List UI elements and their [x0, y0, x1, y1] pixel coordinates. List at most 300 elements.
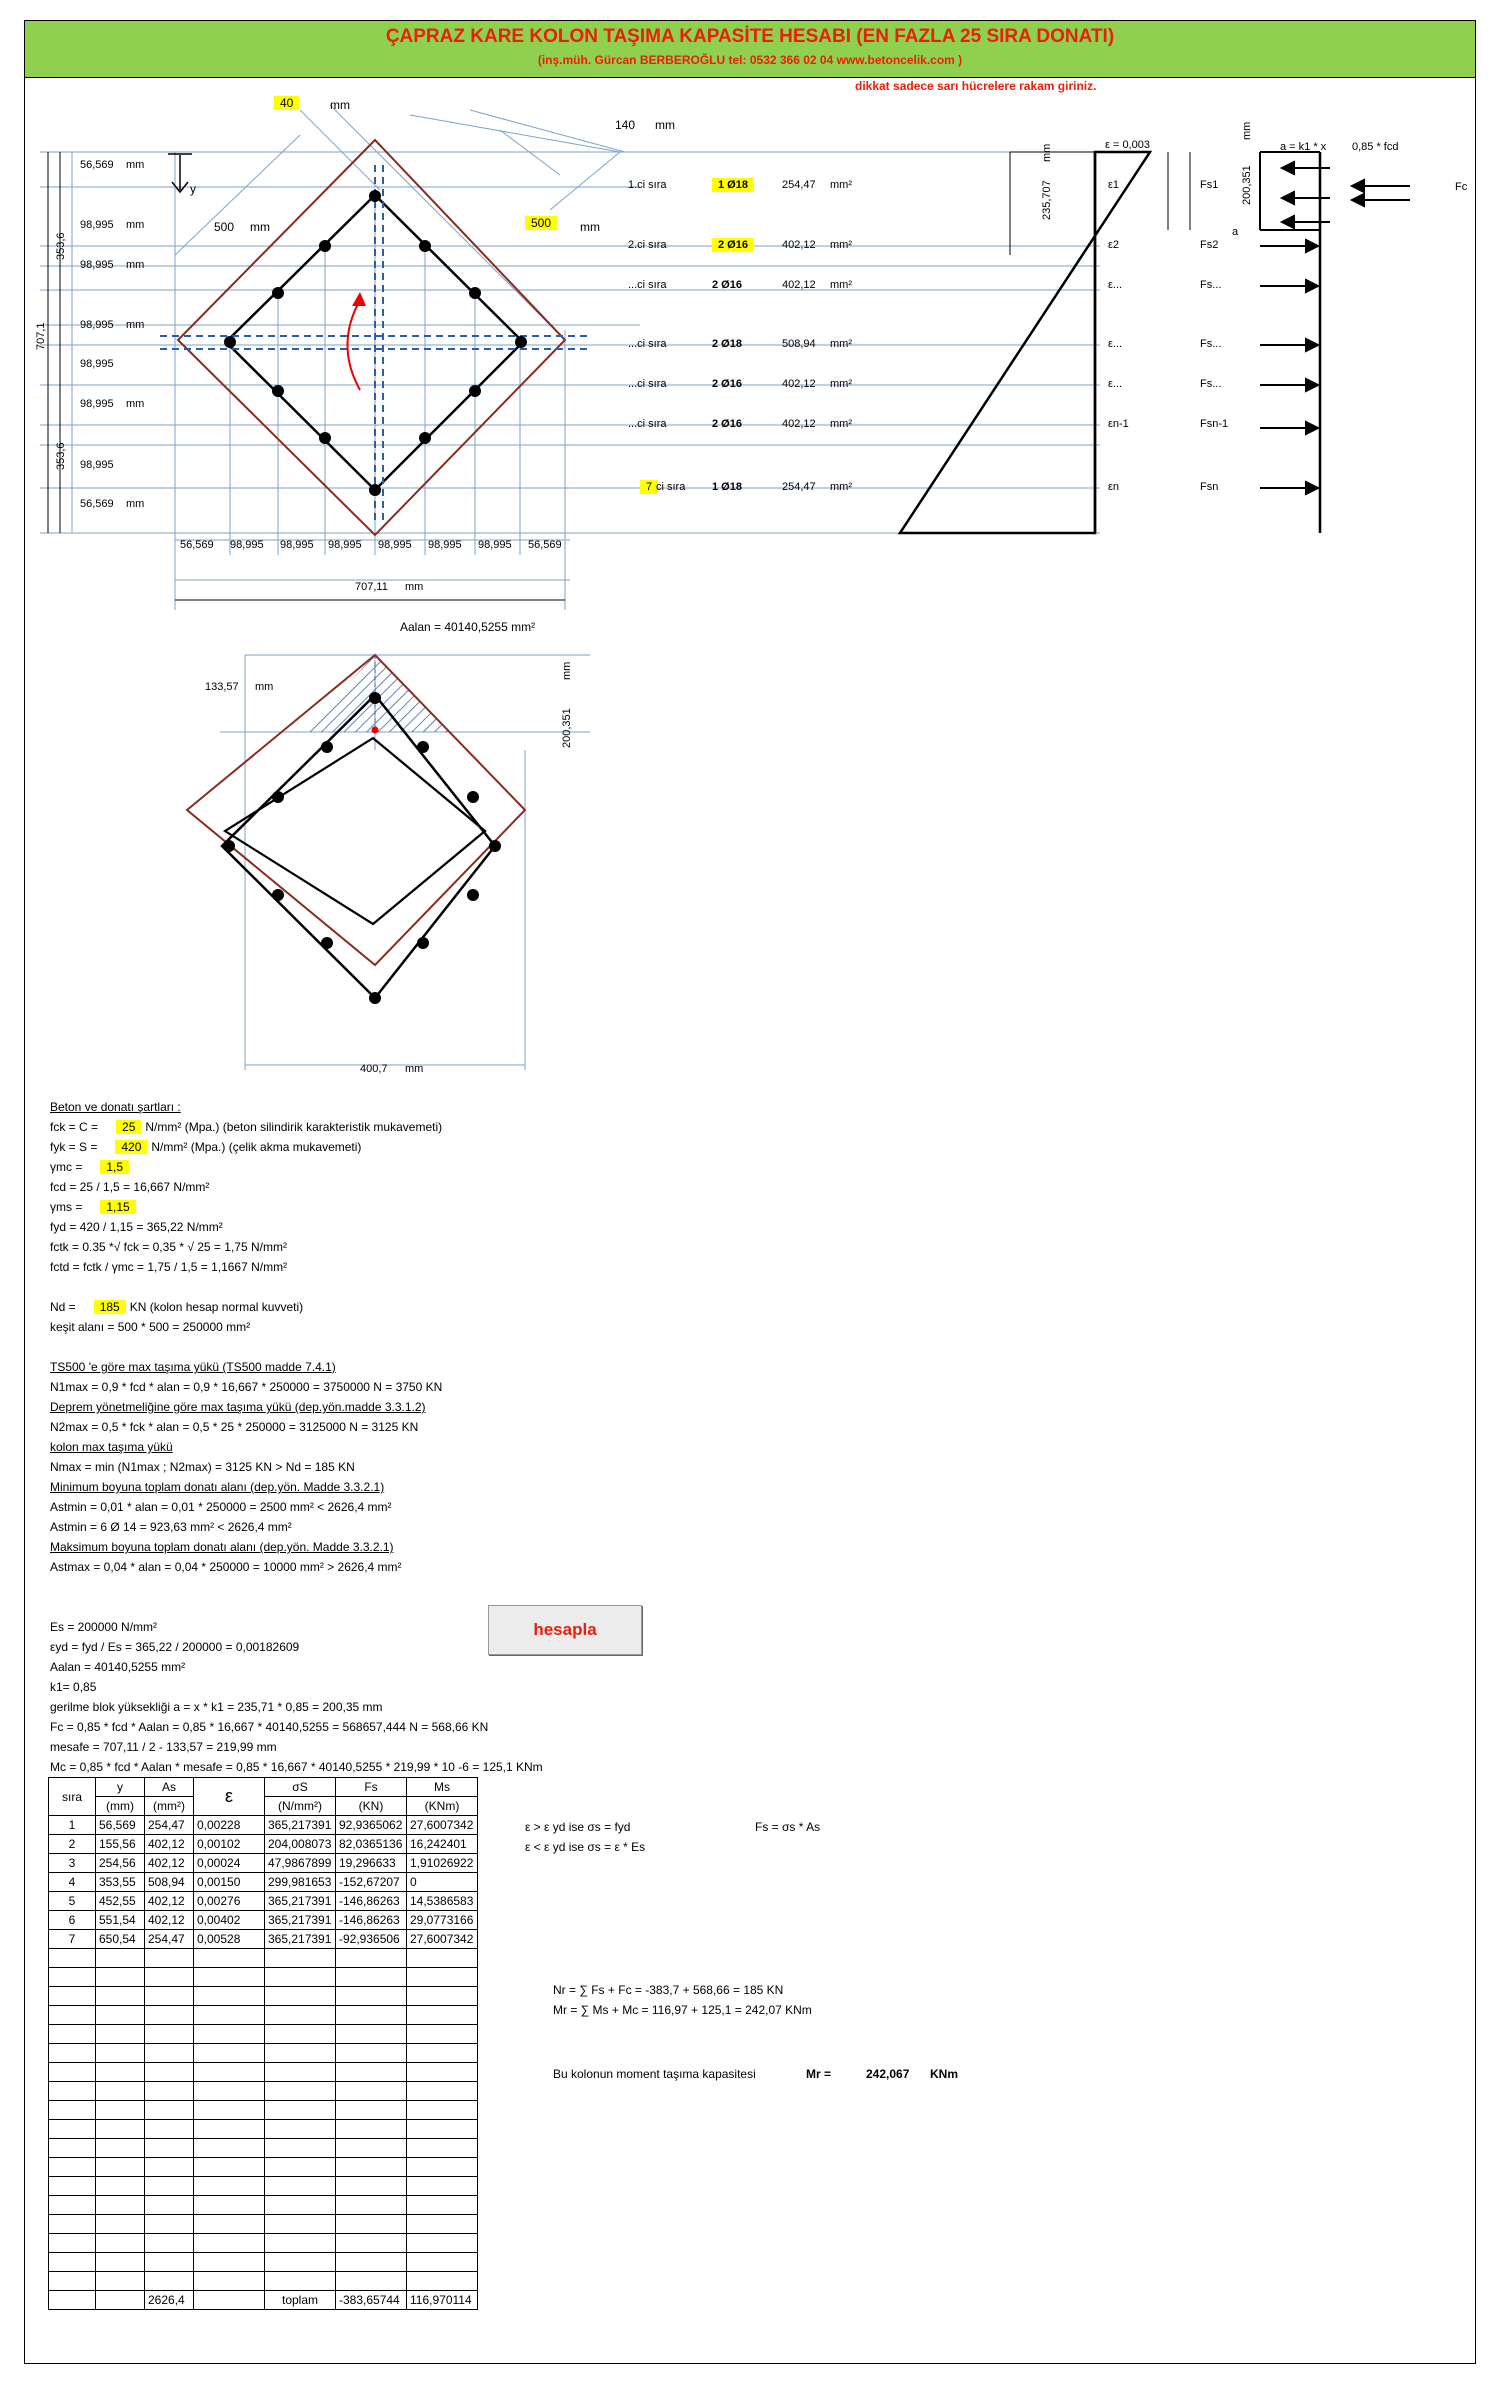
- table-row: [49, 2272, 478, 2291]
- table-cell: [145, 2006, 194, 2025]
- table-cell: [265, 1987, 336, 2006]
- calc-rest: KN (kolon hesap normal kuvveti): [129, 1300, 304, 1314]
- table-row: [49, 2253, 478, 2272]
- table-cell: 92,9365062: [336, 1816, 407, 1835]
- table-cell: 0,00528: [194, 1930, 265, 1949]
- table-row: [49, 2234, 478, 2253]
- row-force: Fsn-1: [1200, 418, 1229, 430]
- table-cell: 0,00228: [194, 1816, 265, 1835]
- row-area: 254,47: [782, 481, 816, 493]
- table-cell: 14,5386583: [407, 1892, 478, 1911]
- table-cell: 353,55: [96, 1873, 145, 1892]
- table-header-row: [49, 1778, 478, 1797]
- table-cell: [96, 2025, 145, 2044]
- table-cell: 254,47: [145, 1816, 194, 1835]
- table-cell: [194, 2272, 265, 2291]
- table-cell: 16,242401: [407, 1835, 478, 1854]
- table-cell: [96, 2120, 145, 2139]
- calc-text: fyd = 420 / 1,15 = 365,22 N/mm²: [50, 1220, 223, 1234]
- table-cell: [265, 2082, 336, 2101]
- row-label: ...ci sıra: [628, 338, 667, 350]
- table-cell: 365,217391: [265, 1930, 336, 1949]
- table-row: [49, 2025, 478, 2044]
- left-unit-2: mm: [126, 219, 145, 231]
- calc-line: [50, 1140, 361, 1154]
- calc-line: [50, 1720, 488, 1734]
- calc-line: [50, 1360, 336, 1374]
- table-cell: [145, 1987, 194, 2006]
- row-force: Fs1: [1200, 179, 1219, 191]
- table-cell: [49, 2063, 96, 2082]
- calc-input[interactable]: 185: [94, 1300, 126, 1314]
- table-row: [49, 1930, 478, 1949]
- table-cell: [265, 2215, 336, 2234]
- left-dim-5: 98,995: [80, 358, 114, 370]
- summary-mr: Mr =: [806, 2067, 832, 2081]
- table-cell: [49, 2025, 96, 2044]
- row-force: Fs...: [1200, 378, 1222, 390]
- table-cell: [145, 2063, 194, 2082]
- summary-unit: KNm: [930, 2067, 959, 2081]
- bottom-dim-8: 56,569: [528, 539, 562, 551]
- dim-top: 133,57: [205, 681, 239, 693]
- unit-fs: (KN): [336, 1797, 407, 1816]
- table-total-cell: -383,65744: [336, 2291, 407, 2310]
- table-cell: [49, 1987, 96, 2006]
- table-cell: [407, 2196, 478, 2215]
- calc-text: TS500 'e göre max taşıma yükü (TS500 madde 7.4.1): [50, 1360, 336, 1374]
- table-cell: 0,00102: [194, 1835, 265, 1854]
- table-cell: [145, 2044, 194, 2063]
- calc-text: Aalan = 40140,5255 mm²: [50, 1660, 186, 1674]
- table-cell: [265, 2120, 336, 2139]
- table-cell: [265, 1968, 336, 1987]
- calc-text: Deprem yönetmeliğine göre max taşıma yükü (dep.yön.madde 3.3.1.2): [50, 1400, 426, 1414]
- table-total-cell: [194, 2291, 265, 2310]
- side-input-unit: mm: [580, 220, 600, 234]
- dim-top-unit: mm: [255, 681, 274, 693]
- table-cell: 2: [49, 1835, 96, 1854]
- section-diagram: [0, 0, 1501, 660]
- table-cell: 452,55: [96, 1892, 145, 1911]
- table-cell: [194, 2196, 265, 2215]
- row-area-unit: mm²: [830, 338, 852, 350]
- row-strain: ε...: [1108, 338, 1123, 350]
- table-cell: [194, 2177, 265, 2196]
- left-dim-3: 98,995: [80, 259, 114, 271]
- calc-text: fyk = S =: [50, 1140, 98, 1154]
- table-row: [49, 2177, 478, 2196]
- bottom-dim-3: 98,995: [280, 539, 314, 551]
- calc-text: gerilme blok yüksekliği a = x * k1 = 235,71 * 0,85 = 200,35 mm: [50, 1700, 383, 1714]
- row-force: Fs2: [1200, 239, 1219, 251]
- table-cell: [96, 2063, 145, 2082]
- a-depth-unit: mm: [1241, 121, 1253, 140]
- calc-text: Es = 200000 N/mm²: [50, 1620, 158, 1634]
- table-cell: -152,67207: [336, 1873, 407, 1892]
- bottom-dim-5: 98,995: [378, 539, 412, 551]
- row-area: 402,12: [782, 418, 816, 430]
- col-header-ms: Ms: [407, 1778, 478, 1797]
- table-total-row: [49, 2291, 478, 2310]
- spacing-value: 140: [615, 118, 636, 132]
- row-strain: εn-1: [1108, 418, 1129, 430]
- table-cell: 254,56: [96, 1854, 145, 1873]
- table-cell: 0,00402: [194, 1911, 265, 1930]
- calc-line: [50, 1120, 442, 1134]
- table-cell: [407, 2158, 478, 2177]
- table-cell: [145, 2082, 194, 2101]
- calc-text: Beton ve donatı şartları :: [50, 1100, 181, 1114]
- page-title: ÇAPRAZ KARE KOLON TAŞIMA KAPASİTE HESABI (EN FAZLA 25 SIRA DONATI): [385, 26, 1115, 47]
- strain-diagram: [900, 152, 1410, 533]
- dim-a: 200,351: [561, 708, 573, 748]
- eps-cu: ε = 0,003: [1105, 139, 1150, 151]
- row-bars: 2 Ø18: [712, 338, 742, 350]
- calc-text: keşit alanı = 500 * 500 = 250000 mm²: [50, 1320, 251, 1334]
- row-bars[interactable]: 1 Ø18: [712, 178, 754, 192]
- calc-text: γms =: [50, 1200, 83, 1214]
- table-row: [49, 2120, 478, 2139]
- calc-line: [50, 1700, 383, 1714]
- row-area-unit: mm²: [830, 239, 852, 251]
- calc-line: [50, 1680, 96, 1694]
- bottom-total-unit: mm: [405, 581, 424, 593]
- table-total-cell: [49, 2291, 96, 2310]
- calc-line: [50, 1220, 223, 1234]
- table-row: [49, 2101, 478, 2120]
- row-force: Fs...: [1200, 338, 1222, 350]
- table-cell: 204,008073: [265, 1835, 336, 1854]
- left-dim-2: 98,995: [80, 219, 114, 231]
- table-cell: [336, 2234, 407, 2253]
- row-area-unit: mm²: [830, 279, 852, 291]
- left-dim-4: 98,995: [80, 319, 114, 331]
- table-cell: [96, 2139, 145, 2158]
- side-input[interactable]: 500: [525, 216, 557, 230]
- calc-text: Nd =: [50, 1300, 76, 1314]
- table-cell: [49, 2272, 96, 2291]
- a-label: a: [1232, 226, 1239, 238]
- calc-line: [50, 1620, 157, 1634]
- table-cell: [145, 2101, 194, 2120]
- left-dim-8: 56,569: [80, 498, 114, 510]
- row-label: ...ci sıra: [628, 378, 667, 390]
- table-cell: [336, 2215, 407, 2234]
- table-cell: [194, 2063, 265, 2082]
- a-formula: a = k1 * x: [1280, 141, 1327, 153]
- row-bars: 2 Ø16: [712, 378, 742, 390]
- table-cell: [194, 1949, 265, 1968]
- row-label: ...ci sıra: [628, 418, 667, 430]
- calc-text: Astmax = 0,04 * alan = 0,04 * 250000 = 10000 mm² > 2626,4 mm²: [50, 1560, 402, 1574]
- table-cell: [265, 2253, 336, 2272]
- row-strain: ε1: [1108, 179, 1120, 191]
- table-cell: [336, 2139, 407, 2158]
- table-cell: [49, 1968, 96, 1987]
- table-cell: [49, 1949, 96, 1968]
- col-header-y: y: [96, 1778, 145, 1797]
- table-cell: [145, 2158, 194, 2177]
- calc-line: [50, 1760, 543, 1774]
- calc-line: [50, 1440, 173, 1454]
- left-unit-5: mm: [126, 398, 145, 410]
- table-cell: [407, 2177, 478, 2196]
- cover-unit: mm: [330, 98, 350, 112]
- row-area-unit: mm²: [830, 481, 852, 493]
- table-row: [49, 2006, 478, 2025]
- table-row: [49, 1873, 478, 1892]
- calc-input[interactable]: 25: [116, 1120, 141, 1134]
- table-cell: 3: [49, 1854, 96, 1873]
- calc-text: Fc = 0,85 * fcd * Aalan = 0,85 * 16,667 * 40140,5255 = 568657,444 N = 568,66 KN: [50, 1720, 489, 1734]
- row-area: 508,94: [782, 338, 816, 350]
- row-label: 1.ci sıra: [628, 179, 667, 191]
- calc-rest: N/mm² (Mpa.) (çelik akma mukavemeti): [151, 1140, 362, 1154]
- col-header-eps: ε: [194, 1778, 265, 1816]
- table-cell: [49, 2215, 96, 2234]
- calc-text: N1max = 0,9 * fcd * alan = 0,9 * 16,667 * 250000 = 3750000 N = 3750 KN: [50, 1380, 443, 1394]
- calc-input[interactable]: 1,15: [100, 1200, 135, 1214]
- table-cell: [194, 2025, 265, 2044]
- table-cell: [265, 2025, 336, 2044]
- table-cell: [49, 2120, 96, 2139]
- table-cell: [336, 2253, 407, 2272]
- calc-line: [50, 1100, 181, 1114]
- table-cell: -92,936506: [336, 1930, 407, 1949]
- calc-line: [50, 1300, 303, 1314]
- table-cell: 365,217391: [265, 1892, 336, 1911]
- bottom-dim-1: 56,569: [180, 539, 214, 551]
- left-dim-7: 98,995: [80, 459, 114, 471]
- aalan-label: Aalan = 40140,5255 mm²: [400, 620, 536, 634]
- table-cell: [49, 2139, 96, 2158]
- row-number-input[interactable]: 7: [640, 480, 658, 494]
- table-cell: 650,54: [96, 1930, 145, 1949]
- table-cell: 402,12: [145, 1835, 194, 1854]
- calc-text: γmc =: [50, 1160, 83, 1174]
- calc-text: fctd = fctk / γmc = 1,75 / 1,5 = 1,1667 N/mm²: [50, 1260, 288, 1274]
- unit-y: (mm): [96, 1797, 145, 1816]
- half-height-top: 353,6: [55, 232, 67, 260]
- unit-ms: (KNm): [407, 1797, 478, 1816]
- table-cell: [194, 2101, 265, 2120]
- table-cell: [336, 2158, 407, 2177]
- calc-line: [50, 1420, 418, 1434]
- row-area: 402,12: [782, 239, 816, 251]
- table-cell: 47,9867899: [265, 1854, 336, 1873]
- table-cell: [49, 2234, 96, 2253]
- table-cell: [407, 1987, 478, 2006]
- calc-text: Astmin = 0,01 * alan = 0,01 * 250000 = 2500 mm² < 2626,4 mm²: [50, 1500, 392, 1514]
- table-cell: [194, 2044, 265, 2063]
- table-row: [49, 1816, 478, 1835]
- total-height: 707,1: [35, 322, 47, 350]
- fcd-label: 0,85 * fcd: [1352, 141, 1399, 153]
- table-cell: [96, 2272, 145, 2291]
- table-cell: [336, 2025, 407, 2044]
- table-cell: [96, 2177, 145, 2196]
- table-row: [49, 1949, 478, 1968]
- table-cell: [49, 2253, 96, 2272]
- table-cell: [145, 2120, 194, 2139]
- calc-line: [50, 1640, 299, 1654]
- table-cell: [407, 2082, 478, 2101]
- calc-line: [50, 1240, 287, 1254]
- table-cell: 6: [49, 1911, 96, 1930]
- left-unit-3: mm: [126, 259, 145, 271]
- table-cell: [96, 1987, 145, 2006]
- table-cell: [336, 2177, 407, 2196]
- warning-text: dikkat sadece sarı hücrelere rakam giriniz.: [855, 79, 1097, 93]
- table-total-cell: toplam: [265, 2291, 336, 2310]
- fc-label: Fc: [1455, 181, 1468, 193]
- table-row: [49, 1987, 478, 2006]
- calc-input[interactable]: 1,5: [100, 1160, 129, 1174]
- unit-as: (mm²): [145, 1797, 194, 1816]
- table-cell: [145, 2234, 194, 2253]
- table-cell: 0,00150: [194, 1873, 265, 1892]
- table-cell: 551,54: [96, 1911, 145, 1930]
- table-cell: [336, 1987, 407, 2006]
- calc-line: [50, 1560, 402, 1574]
- table-cell: 19,296633: [336, 1854, 407, 1873]
- table-cell: [194, 1968, 265, 1987]
- row-bars[interactable]: 2 Ø16: [712, 238, 754, 252]
- table-cell: [336, 2063, 407, 2082]
- table-cell: [194, 1987, 265, 2006]
- row-force: Fsn: [1200, 481, 1219, 493]
- summary-value: 242,067: [866, 2067, 910, 2081]
- calculate-button[interactable]: hesapla: [488, 1605, 642, 1655]
- table-cell: [265, 2006, 336, 2025]
- table-cell: [336, 2006, 407, 2025]
- table-cell: [96, 2196, 145, 2215]
- table-cell: [96, 2082, 145, 2101]
- table-cell: [336, 1968, 407, 1987]
- table-cell: [145, 2196, 194, 2215]
- table-cell: [407, 2044, 478, 2063]
- table-cell: [145, 2139, 194, 2158]
- row-strain: ε...: [1108, 279, 1123, 291]
- row-strain: ε...: [1108, 378, 1123, 390]
- table-cell: 402,12: [145, 1854, 194, 1873]
- mr-equation: Mr = ∑ Ms + Mc = 116,97 + 125,1 = 242,07 KNm: [553, 2003, 812, 2017]
- left-unit-1: mm: [126, 159, 145, 171]
- table-cell: [265, 2044, 336, 2063]
- calc-line: [50, 1500, 392, 1514]
- table-cell: 254,47: [145, 1930, 194, 1949]
- table-cell: [96, 2006, 145, 2025]
- table-cell: [96, 1968, 145, 1987]
- table-cell: [265, 1949, 336, 1968]
- calc-line: [50, 1540, 394, 1554]
- table-total-cell: [96, 2291, 145, 2310]
- calc-text: fck = C =: [50, 1120, 99, 1134]
- table-cell: [336, 2101, 407, 2120]
- left-dim-1: 56,569: [80, 159, 114, 171]
- table-cell: 0: [407, 1873, 478, 1892]
- table-cell: 0,00024: [194, 1854, 265, 1873]
- table-cell: [145, 2253, 194, 2272]
- calc-text: Mc = 0,85 * fcd * Aalan * mesafe = 0,85 * 16,667 * 40140,5255 * 219,99 * 10 -6 = 125,1 KNm: [50, 1760, 543, 1774]
- table-cell: [194, 2006, 265, 2025]
- table-cell: [49, 2044, 96, 2063]
- row-area: 254,47: [782, 179, 816, 191]
- table-cell: [96, 2253, 145, 2272]
- table-cell: [265, 2158, 336, 2177]
- table-cell: [96, 2158, 145, 2177]
- table-row: [49, 2082, 478, 2101]
- y-axis-label: y: [190, 182, 196, 196]
- col-header-sigma: σS: [265, 1778, 336, 1797]
- calc-text: Minimum boyuna toplam donatı alanı (dep.yön. Madde 3.3.2.1): [50, 1480, 385, 1494]
- left-unit-4: mm: [126, 319, 145, 331]
- table-row: [49, 2063, 478, 2082]
- left-unit-6: mm: [126, 498, 145, 510]
- cover-input[interactable]: 40: [274, 96, 299, 110]
- table-cell: [336, 2082, 407, 2101]
- summary-label: Bu kolonun moment taşıma kapasitesi: [553, 2067, 756, 2081]
- table-cell: [336, 2196, 407, 2215]
- calc-line: [50, 1180, 209, 1194]
- row-bars: 2 Ø16: [712, 418, 742, 430]
- row-strain: εn: [1108, 481, 1120, 493]
- row-bars: 2 Ø16: [712, 279, 742, 291]
- side-label: 500: [214, 220, 235, 234]
- calc-input[interactable]: 420: [115, 1140, 147, 1154]
- calc-text: mesafe = 707,11 / 2 - 133,57 = 219,99 mm: [50, 1740, 277, 1754]
- table-cell: 299,981653: [265, 1873, 336, 1892]
- table-cell: [407, 2139, 478, 2158]
- table-cell: 402,12: [145, 1911, 194, 1930]
- bottom-dim-6: 98,995: [428, 539, 462, 551]
- x-depth-unit: mm: [1041, 143, 1053, 162]
- table-row: [49, 2196, 478, 2215]
- table-cell: 82,0365136: [336, 1835, 407, 1854]
- table-cell: [145, 2215, 194, 2234]
- table-cell: [96, 1949, 145, 1968]
- table-cell: [407, 2272, 478, 2291]
- calc-rest: N/mm² (Mpa.) (beton silindirik karakteristik mukavemeti): [145, 1120, 443, 1134]
- side-unit: mm: [250, 220, 270, 234]
- table-cell: [194, 2253, 265, 2272]
- table-cell: [49, 2101, 96, 2120]
- table-cell: [407, 2006, 478, 2025]
- table-row: [49, 1835, 478, 1854]
- bottom-dim-2: 98,995: [230, 539, 264, 551]
- table-cell: [407, 2101, 478, 2120]
- table-cell: [194, 2082, 265, 2101]
- calc-text: N2max = 0,5 * fck * alan = 0,5 * 25 * 250000 = 3125000 N = 3125 KN: [50, 1420, 419, 1434]
- calc-line: [50, 1520, 292, 1534]
- table-cell: [265, 2139, 336, 2158]
- table-cell: [336, 1949, 407, 1968]
- table-cell: 402,12: [145, 1892, 194, 1911]
- table-cell: [145, 2025, 194, 2044]
- table-row: [49, 2044, 478, 2063]
- author-line: (inş.müh. Gürcan BERBEROĞLU tel: 0532 366 02 04 www.betoncelik.com ): [537, 53, 963, 67]
- row-strain: ε2: [1108, 239, 1120, 251]
- table-row: [49, 1892, 478, 1911]
- table-cell: [265, 2272, 336, 2291]
- calc-line: [50, 1660, 185, 1674]
- table-cell: [194, 2139, 265, 2158]
- table-cell: [96, 2215, 145, 2234]
- table-cell: [265, 2234, 336, 2253]
- row-area-unit: mm²: [830, 179, 852, 191]
- table-cell: 365,217391: [265, 1911, 336, 1930]
